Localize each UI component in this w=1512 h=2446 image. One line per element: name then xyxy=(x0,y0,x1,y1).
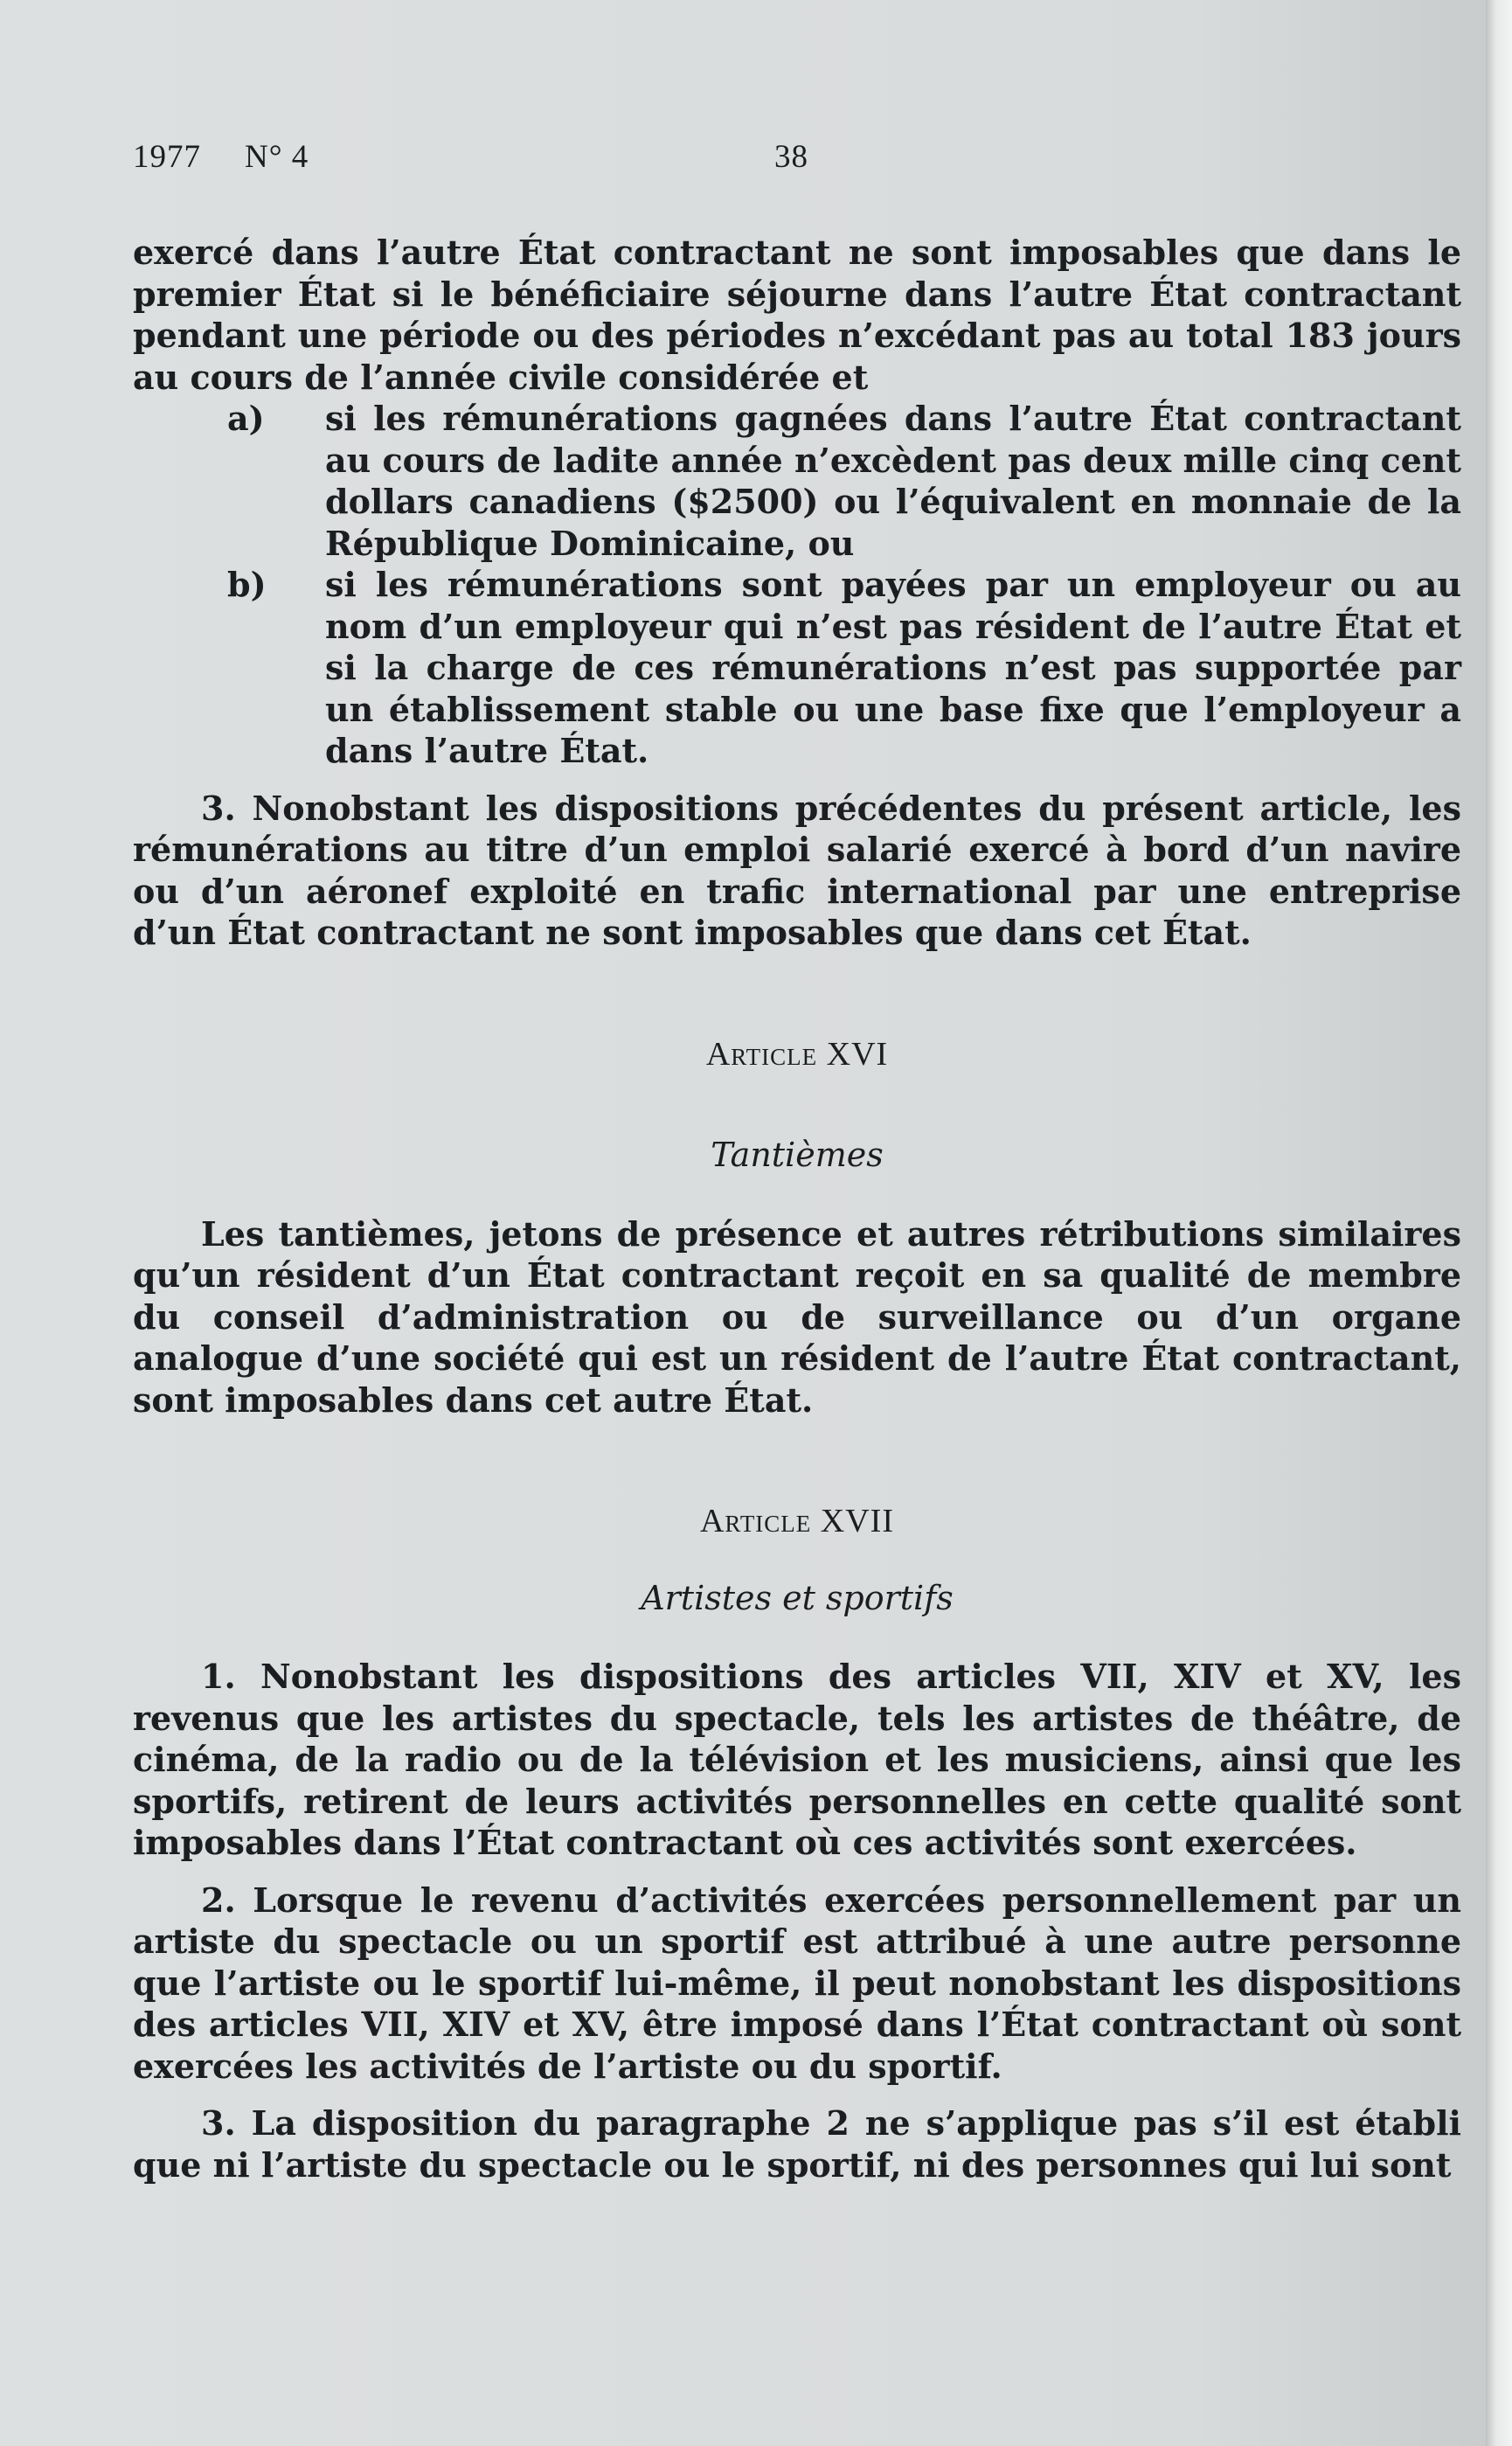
article-16-heading: Article XVI xyxy=(705,1035,889,1073)
paragraph-3: 3. Nonobstant les dispositions précédentes du présent article, les rémunérations au titre d’un emploi salarié exercé à bord d’un navire ou d’un aéronef exploité en trafic international par une entreprise d’un État contractant ne sont imposables que dans cet État. xyxy=(133,788,1461,952)
page-edge xyxy=(1486,0,1512,2446)
list-item-text: si les rémunérations gagnées dans l’autre État contractant au cours de ladite année n’excèdent pas deux mille cinq cent dollars canadiens ($2500) ou l’équivalent en monnaie de la République Dominicaine, ou xyxy=(325,399,1461,563)
list-item xyxy=(133,564,1461,772)
article-16-title: Tantièmes xyxy=(711,1136,884,1174)
paragraph-continuation: exercé dans l’autre État contractant ne sont imposables que dans le premier État si le bénéficiaire séjourne dans l’autre État contractant pendant une période ou des périodes n’excédant pas au total 183 jours au cours de l’année civile considérée et xyxy=(133,233,1461,397)
article-17-paragraph-3: 3. La disposition du paragraphe 2 ne s’applique pas s’il est établi que ni l’artiste du spectacle ou le sportif, ni des personnes qui lui sont xyxy=(133,2103,1461,2185)
article-16-text: Les tantièmes, jetons de présence et autres rétributions similaires qu’un résident d’un État contractant reçoit en sa qualité de membre du conseil d’administration ou de surveillance ou d’un organe analogue d’une société qui est un résident de l’autre État contractant, sont imposables dans cet autre État. xyxy=(133,1213,1461,1420)
article-17-title: Artistes et sportifs xyxy=(641,1578,954,1617)
list-item-label: a) xyxy=(227,399,265,438)
header-issue-number: N° 4 xyxy=(245,139,309,175)
article-17-paragraph-1: 1. Nonobstant les dispositions des articles VII, XIV et XV, les revenus que les artistes du spectacle, tels les artistes de théâtre, de cinéma, de la radio ou de la télévision et les musiciens, ainsi que les sportifs, retirent de leurs activités personnelles en cette qualité sont imposables dans l’État contractant où ces activités sont exercées. xyxy=(133,1657,1461,1862)
condition-list xyxy=(133,398,1461,772)
header-page-number: 38 xyxy=(774,139,808,175)
page-header xyxy=(133,138,1094,182)
list-item-text: si les rémunérations sont payées par un employeur ou au nom d’un employeur qui n’est pas résident de l’autre État et si la charge de ces rémunérations n’est pas supportée par un établissement stable ou une base fixe que l’employeur a dans l’autre État. xyxy=(325,565,1461,770)
list-item-label: b) xyxy=(227,565,267,604)
page-body xyxy=(133,232,1461,2185)
article-17-paragraph-2: 2. Lorsque le revenu d’activités exercées personnellement par un artiste du spectacle ou un sportif est attribué à une autre personne que l’artiste ou le sportif lui-même, il peut nonobstant les dispositions des articles VII, XIV et XV, être imposé dans l’État contractant où sont exercées les activités de l’artiste ou du sportif. xyxy=(133,1880,1461,2086)
list-item xyxy=(133,398,1461,564)
article-17-heading: Article XVII xyxy=(699,1503,894,1539)
header-year: 1977 xyxy=(133,139,201,175)
